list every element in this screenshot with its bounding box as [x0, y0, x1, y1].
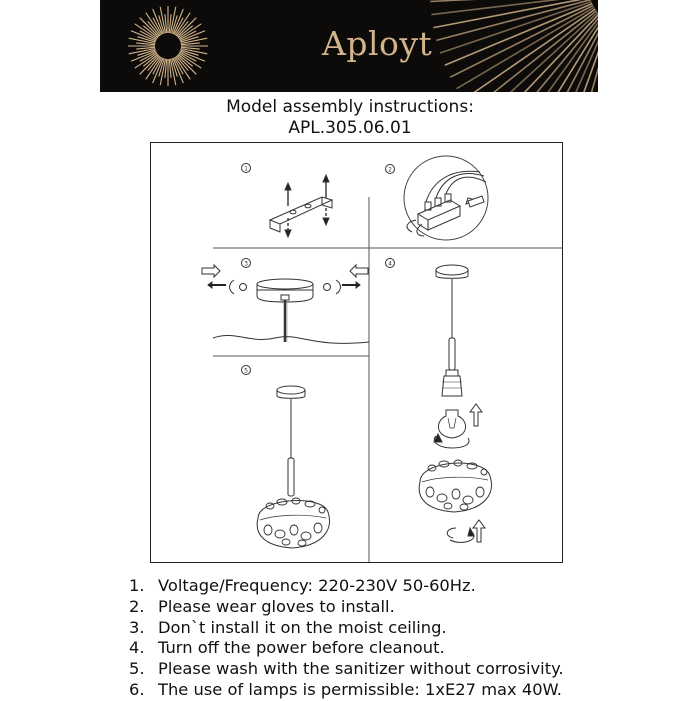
assembled-pendant-illustration	[257, 386, 329, 548]
note-number: 4.	[129, 638, 145, 658]
list-item	[129, 618, 564, 639]
note-text: The use of lamps is permissible: 1xE27 max 40W.	[158, 679, 562, 699]
note-number: 1.	[129, 576, 145, 595]
instruction-notes-list	[129, 576, 564, 701]
model-number: APL.305.06.01	[288, 118, 412, 138]
step-marker-2	[386, 165, 395, 174]
list-item	[129, 680, 564, 701]
note-number: 5.	[129, 659, 145, 679]
step-label-4: 4	[388, 260, 392, 268]
diagram-frame	[151, 143, 563, 563]
list-item	[129, 659, 564, 680]
note-text: Please wash with the sanitizer without corrosivity.	[158, 659, 564, 679]
step-label-2: 2	[388, 166, 392, 174]
step-marker-3	[242, 259, 251, 268]
note-text: Turn off the power before cleanout.	[158, 638, 445, 658]
step-marker-5	[242, 366, 251, 375]
sun-ray	[450, 6, 593, 78]
note-number: 6.	[129, 679, 145, 699]
note-text: Don`t install it on the moist ceiling.	[158, 617, 447, 637]
sun-ray	[430, 0, 590, 2]
brand-name: Aployt	[322, 24, 433, 63]
brand-header	[100, 0, 598, 92]
note-text: Voltage/Frequency: 220-230V 50-60Hz.	[158, 576, 476, 595]
socket-bulb-illustration	[434, 265, 482, 448]
note-number: 2.	[129, 596, 145, 616]
step-marker-1	[242, 164, 251, 173]
mounting-bracket-illustration	[270, 175, 332, 237]
step-label-5: 5	[244, 367, 248, 375]
step-marker-4	[386, 259, 395, 268]
sun-ray	[464, 9, 596, 92]
list-item	[129, 576, 564, 597]
terminal-block-illustration	[404, 156, 488, 240]
step-label-1: 1	[244, 165, 248, 173]
list-item	[129, 597, 564, 618]
canopy-screws-illustration	[202, 265, 369, 343]
glass-shade-illustration	[419, 460, 491, 542]
document-title: Model assembly instructions:	[226, 97, 474, 117]
note-text: Please wear gloves to install.	[158, 596, 395, 616]
step-label-3: 3	[244, 260, 248, 268]
note-number: 3.	[129, 617, 145, 637]
assembly-diagram	[150, 142, 563, 563]
sun-ray	[445, 4, 593, 66]
list-item	[129, 638, 564, 659]
